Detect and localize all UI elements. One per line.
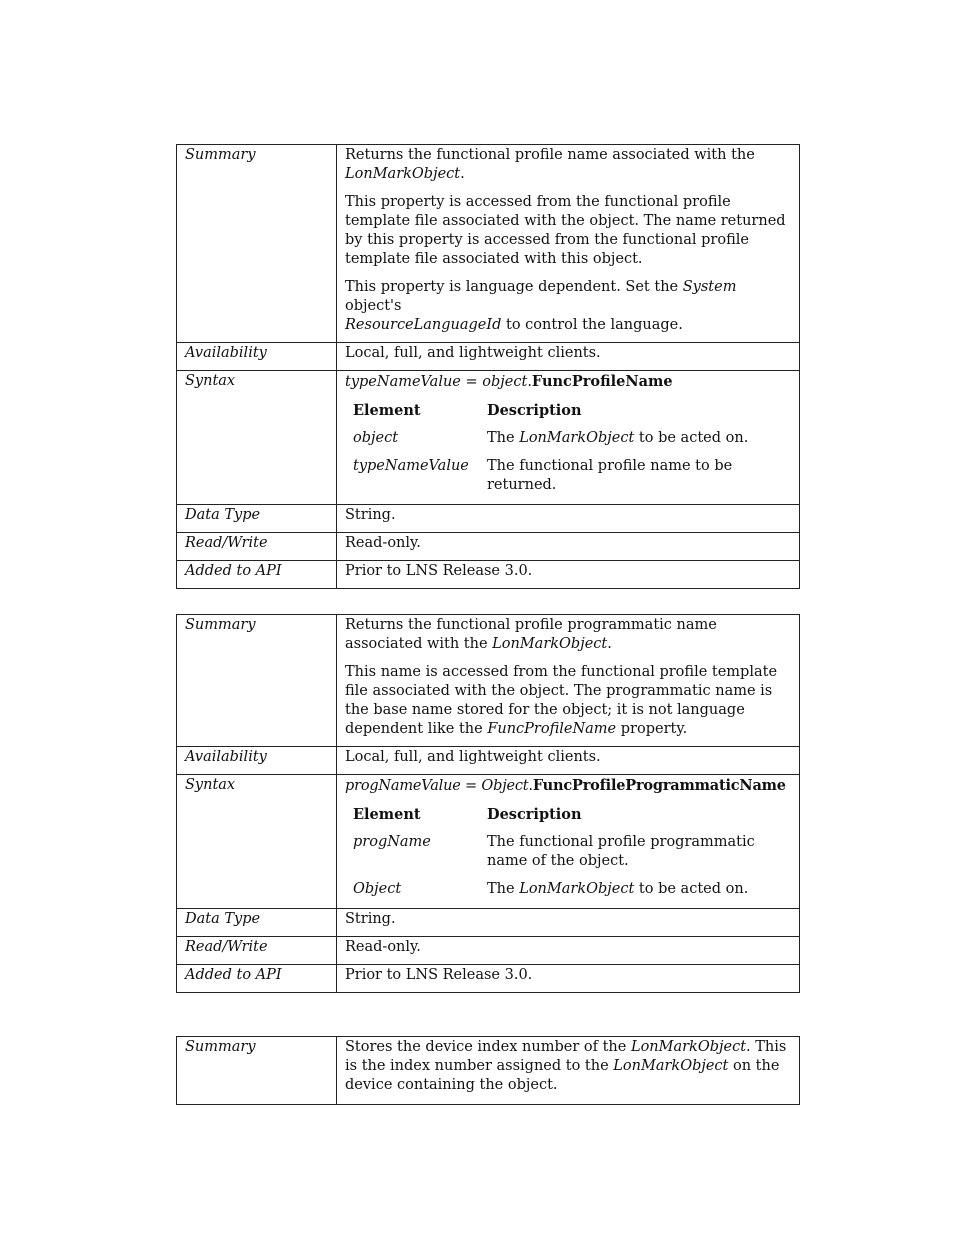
text: typeNameValue <box>345 374 461 390</box>
property-table-func-profile-programmatic-name <box>176 614 800 993</box>
text: . <box>607 636 612 652</box>
text: LonMarkObject <box>519 881 635 897</box>
summary-label: Summary <box>177 1037 337 1105</box>
text: object's <box>345 298 402 314</box>
element-name: typeNameValue <box>353 458 469 474</box>
description-header: Description <box>487 806 582 823</box>
syntax-value <box>337 775 800 909</box>
availability-value: Local, full, and lightweight clients. <box>337 747 800 775</box>
datatype-label: Data Type <box>177 909 337 937</box>
text: Returns the functional profile programmatic name associated with the <box>345 617 717 652</box>
syntax-label: Syntax <box>177 775 337 909</box>
added-value: Prior to LNS Release 3.0. <box>337 965 800 993</box>
syntax-element-table <box>345 401 791 497</box>
text: . This is the index number assigned to the <box>345 1039 787 1074</box>
summary-label: Summary <box>177 145 337 343</box>
readwrite-row <box>177 937 800 965</box>
text: Stores the device index number of the <box>345 1039 631 1055</box>
added-label: Added to API <box>177 561 337 589</box>
element-description <box>479 880 791 901</box>
element-name: progName <box>353 834 431 850</box>
readwrite-label: Read/Write <box>177 533 337 561</box>
text: Returns the functional profile name associated with the <box>345 147 755 163</box>
text: object <box>482 374 528 390</box>
text: The <box>487 881 520 897</box>
text: to be acted on. <box>634 881 749 897</box>
datatype-row <box>177 909 800 937</box>
summary-value <box>337 145 800 343</box>
summary-paragraph-3 <box>345 278 791 335</box>
element-description: The functional profile programmatic name of the object. <box>487 834 755 869</box>
text: FuncProfileProgrammaticName <box>532 777 786 794</box>
datatype-value: String. <box>337 505 800 533</box>
readwrite-row <box>177 533 800 561</box>
summary-value <box>337 1037 800 1105</box>
element-header: Element <box>353 806 421 823</box>
datatype-label: Data Type <box>177 505 337 533</box>
text: = <box>460 778 482 794</box>
availability-label: Availability <box>177 747 337 775</box>
syntax-expression <box>345 776 791 796</box>
syntax-element-table <box>345 805 791 901</box>
text: FuncProfileName <box>487 721 617 737</box>
summary-paragraph-1 <box>345 146 791 184</box>
syntax-row <box>177 775 800 909</box>
summary-paragraph-2 <box>345 663 791 739</box>
element-description <box>479 429 791 457</box>
text: ResourceLanguageId <box>345 317 502 333</box>
syntax-value <box>337 371 800 505</box>
datatype-row <box>177 505 800 533</box>
summary-label: Summary <box>177 615 337 747</box>
text: property. <box>616 721 688 737</box>
syntax-header-row <box>345 401 791 429</box>
summary-row <box>177 615 800 747</box>
availability-row <box>177 747 800 775</box>
property-table-func-profile-name <box>176 144 800 589</box>
availability-value: Local, full, and lightweight clients. <box>337 343 800 371</box>
text: progNameValue <box>345 778 461 794</box>
datatype-value: String. <box>337 909 800 937</box>
element-header: Element <box>353 402 421 419</box>
syntax-element-row <box>345 833 791 880</box>
text: . <box>460 166 465 182</box>
text: This property is language dependent. Set the <box>345 279 683 295</box>
text: . <box>527 374 532 390</box>
summary-paragraph-1 <box>345 616 791 654</box>
text: System <box>682 279 737 295</box>
element-name: object <box>353 430 399 446</box>
added-value: Prior to LNS Release 3.0. <box>337 561 800 589</box>
text: LonMarkObject <box>519 430 635 446</box>
text: to control the language. <box>501 317 683 333</box>
availability-label: Availability <box>177 343 337 371</box>
syntax-header-row <box>345 805 791 833</box>
summary-row <box>177 1037 800 1105</box>
text: LonMarkObject <box>613 1058 729 1074</box>
readwrite-value: Read-only. <box>337 533 800 561</box>
summary-paragraph-2: This property is accessed from the functional profile template file associated with the object. The name returned by this property is accessed from the functional profile template file associated with this object. <box>345 194 786 267</box>
text: . <box>528 778 533 794</box>
property-table-index <box>176 1036 800 1105</box>
added-row <box>177 965 800 993</box>
syntax-element-row <box>345 457 791 497</box>
readwrite-value: Read-only. <box>337 937 800 965</box>
syntax-expression <box>345 372 791 392</box>
description-header: Description <box>487 402 582 419</box>
syntax-element-row <box>345 880 791 901</box>
syntax-row <box>177 371 800 505</box>
text: to be acted on. <box>634 430 749 446</box>
text: = <box>460 374 483 390</box>
added-row <box>177 561 800 589</box>
text: The <box>487 430 520 446</box>
readwrite-label: Read/Write <box>177 937 337 965</box>
availability-row <box>177 343 800 371</box>
summary-value <box>337 615 800 747</box>
added-label: Added to API <box>177 965 337 993</box>
text: on the device containing the object. <box>345 1058 780 1093</box>
text: LonMarkObject <box>345 166 461 182</box>
syntax-label: Syntax <box>177 371 337 505</box>
text: This name is accessed from the functional profile template file associated with the object. The programmatic name is the base name stored for the object; it is not language dependent like the <box>345 664 778 737</box>
text: LonMarkObject <box>630 1039 747 1055</box>
text: FuncProfileName <box>531 373 673 390</box>
syntax-element-row <box>345 429 791 457</box>
summary-paragraph-1 <box>345 1038 791 1095</box>
text: Object <box>481 778 529 794</box>
element-description: The functional profile name to be returned. <box>487 458 733 493</box>
element-name: Object <box>353 881 402 897</box>
summary-row <box>177 145 800 343</box>
text: LonMarkObject <box>492 636 608 652</box>
